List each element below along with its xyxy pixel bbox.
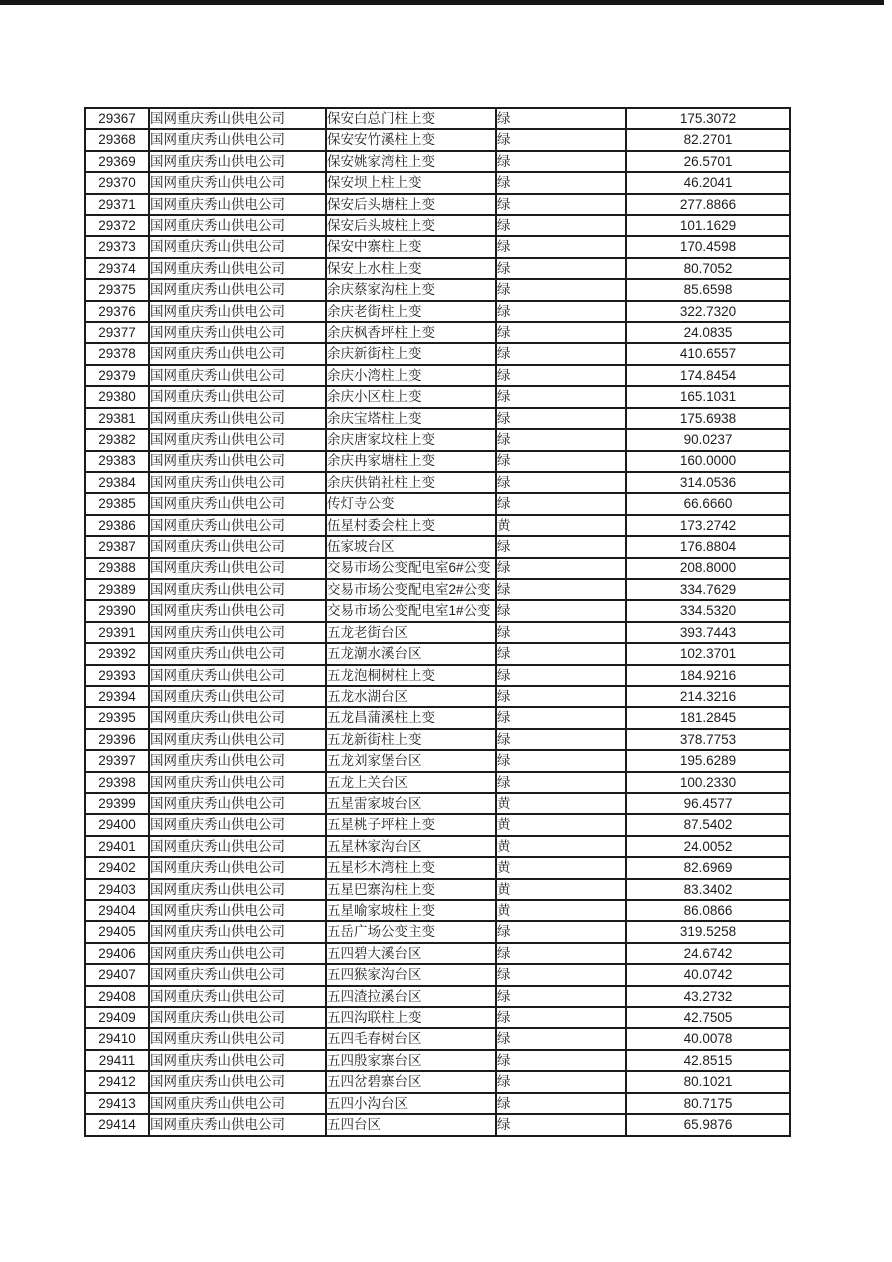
table-row — [85, 301, 790, 322]
table-row — [85, 108, 790, 129]
row-id-cell: 29403 — [85, 879, 149, 900]
station-cell: 五星杉木湾柱上变 — [326, 857, 496, 878]
table-row — [85, 172, 790, 193]
station-cell: 余庆宝塔柱上变 — [326, 408, 496, 429]
row-id-cell: 29402 — [85, 857, 149, 878]
station-cell: 五星巴寨沟柱上变 — [326, 879, 496, 900]
station-cell: 五龙昌蒲溪柱上变 — [326, 707, 496, 728]
status-cell: 绿 — [496, 386, 626, 407]
table-row — [85, 236, 790, 257]
company-cell: 国网重庆秀山供电公司 — [149, 258, 326, 279]
value-cell: 170.4598 — [626, 236, 790, 257]
company-cell: 国网重庆秀山供电公司 — [149, 429, 326, 450]
value-cell: 314.0536 — [626, 472, 790, 493]
station-cell: 余庆枫香坪柱上变 — [326, 322, 496, 343]
company-cell: 国网重庆秀山供电公司 — [149, 451, 326, 472]
row-id-cell: 29409 — [85, 1007, 149, 1028]
table-row — [85, 750, 790, 771]
table-row — [85, 665, 790, 686]
company-cell: 国网重庆秀山供电公司 — [149, 1028, 326, 1049]
row-id-cell: 29410 — [85, 1028, 149, 1049]
table-row — [85, 558, 790, 579]
company-cell: 国网重庆秀山供电公司 — [149, 729, 326, 750]
value-cell: 90.0237 — [626, 429, 790, 450]
table-row — [85, 643, 790, 664]
value-cell: 42.8515 — [626, 1050, 790, 1071]
value-cell: 80.7052 — [626, 258, 790, 279]
status-cell: 绿 — [496, 322, 626, 343]
row-id-cell: 29406 — [85, 943, 149, 964]
company-cell: 国网重庆秀山供电公司 — [149, 707, 326, 728]
station-cell: 保安姚家湾柱上变 — [326, 151, 496, 172]
status-cell: 绿 — [496, 536, 626, 557]
value-cell: 378.7753 — [626, 729, 790, 750]
value-cell: 85.6598 — [626, 279, 790, 300]
value-cell: 175.6938 — [626, 408, 790, 429]
row-id-cell: 29391 — [85, 622, 149, 643]
status-cell: 绿 — [496, 194, 626, 215]
station-cell: 五四猴家沟台区 — [326, 964, 496, 985]
status-cell: 黄 — [496, 793, 626, 814]
table-row — [85, 386, 790, 407]
station-cell: 五星林家沟台区 — [326, 836, 496, 857]
value-cell: 277.8866 — [626, 194, 790, 215]
value-cell: 24.0052 — [626, 836, 790, 857]
status-cell: 绿 — [496, 1007, 626, 1028]
table-row — [85, 1050, 790, 1071]
status-cell: 绿 — [496, 343, 626, 364]
status-cell: 绿 — [496, 1028, 626, 1049]
company-cell: 国网重庆秀山供电公司 — [149, 986, 326, 1007]
company-cell: 国网重庆秀山供电公司 — [149, 343, 326, 364]
company-cell: 国网重庆秀山供电公司 — [149, 215, 326, 236]
row-id-cell: 29370 — [85, 172, 149, 193]
station-cell: 伍家坡台区 — [326, 536, 496, 557]
station-cell: 保安后头坡柱上变 — [326, 215, 496, 236]
company-cell: 国网重庆秀山供电公司 — [149, 622, 326, 643]
row-id-cell: 29389 — [85, 579, 149, 600]
table-row — [85, 1028, 790, 1049]
company-cell: 国网重庆秀山供电公司 — [149, 301, 326, 322]
station-cell: 伍星村委会柱上变 — [326, 515, 496, 536]
station-cell: 五星雷家坡台区 — [326, 793, 496, 814]
company-cell: 国网重庆秀山供电公司 — [149, 151, 326, 172]
table-row — [85, 194, 790, 215]
status-cell: 绿 — [496, 1050, 626, 1071]
row-id-cell: 29404 — [85, 900, 149, 921]
table-row — [85, 1071, 790, 1092]
status-cell: 绿 — [496, 236, 626, 257]
row-id-cell: 29401 — [85, 836, 149, 857]
row-id-cell: 29373 — [85, 236, 149, 257]
station-cell: 五岳广场公变主变 — [326, 921, 496, 942]
row-id-cell: 29385 — [85, 493, 149, 514]
value-cell: 176.8804 — [626, 536, 790, 557]
status-cell: 黄 — [496, 857, 626, 878]
status-cell: 黄 — [496, 814, 626, 835]
table-row — [85, 472, 790, 493]
row-id-cell: 29375 — [85, 279, 149, 300]
company-cell: 国网重庆秀山供电公司 — [149, 108, 326, 129]
status-cell: 绿 — [496, 451, 626, 472]
value-cell: 322.7320 — [626, 301, 790, 322]
value-cell: 80.1021 — [626, 1071, 790, 1092]
value-cell: 174.8454 — [626, 365, 790, 386]
row-id-cell: 29392 — [85, 643, 149, 664]
station-cell: 交易市场公变配电室2#公变 — [326, 579, 496, 600]
row-id-cell: 29386 — [85, 515, 149, 536]
company-cell: 国网重庆秀山供电公司 — [149, 772, 326, 793]
status-cell: 黄 — [496, 515, 626, 536]
status-cell: 绿 — [496, 279, 626, 300]
company-cell: 国网重庆秀山供电公司 — [149, 172, 326, 193]
status-cell: 绿 — [496, 707, 626, 728]
status-cell: 绿 — [496, 1071, 626, 1092]
company-cell: 国网重庆秀山供电公司 — [149, 750, 326, 771]
value-cell: 24.0835 — [626, 322, 790, 343]
row-id-cell: 29400 — [85, 814, 149, 835]
table-row — [85, 857, 790, 878]
company-cell: 国网重庆秀山供电公司 — [149, 408, 326, 429]
station-cell: 五四殷家寨台区 — [326, 1050, 496, 1071]
company-cell: 国网重庆秀山供电公司 — [149, 493, 326, 514]
row-id-cell: 29407 — [85, 964, 149, 985]
row-id-cell: 29383 — [85, 451, 149, 472]
station-cell: 五星喻家坡柱上变 — [326, 900, 496, 921]
row-id-cell: 29394 — [85, 686, 149, 707]
value-cell: 83.3402 — [626, 879, 790, 900]
row-id-cell: 29378 — [85, 343, 149, 364]
status-cell: 绿 — [496, 964, 626, 985]
row-id-cell: 29372 — [85, 215, 149, 236]
row-id-cell: 29390 — [85, 600, 149, 621]
row-id-cell: 29381 — [85, 408, 149, 429]
company-cell: 国网重庆秀山供电公司 — [149, 964, 326, 985]
table-row — [85, 600, 790, 621]
station-cell: 余庆蔡家沟柱上变 — [326, 279, 496, 300]
company-cell: 国网重庆秀山供电公司 — [149, 386, 326, 407]
value-cell: 184.9216 — [626, 665, 790, 686]
status-cell: 绿 — [496, 108, 626, 129]
table-row — [85, 986, 790, 1007]
status-cell: 绿 — [496, 215, 626, 236]
company-cell: 国网重庆秀山供电公司 — [149, 536, 326, 557]
value-cell: 66.6660 — [626, 493, 790, 514]
company-cell: 国网重庆秀山供电公司 — [149, 793, 326, 814]
value-cell: 26.5701 — [626, 151, 790, 172]
company-cell: 国网重庆秀山供电公司 — [149, 279, 326, 300]
status-cell: 绿 — [496, 622, 626, 643]
value-cell: 208.8000 — [626, 558, 790, 579]
value-cell: 87.5402 — [626, 814, 790, 835]
company-cell: 国网重庆秀山供电公司 — [149, 1114, 326, 1136]
company-cell: 国网重庆秀山供电公司 — [149, 579, 326, 600]
company-cell: 国网重庆秀山供电公司 — [149, 943, 326, 964]
row-id-cell: 29379 — [85, 365, 149, 386]
status-cell: 黄 — [496, 879, 626, 900]
value-cell: 40.0078 — [626, 1028, 790, 1049]
station-cell: 五龙潮水溪台区 — [326, 643, 496, 664]
value-cell: 40.0742 — [626, 964, 790, 985]
row-id-cell: 29367 — [85, 108, 149, 129]
status-cell: 绿 — [496, 729, 626, 750]
value-cell: 195.6289 — [626, 750, 790, 771]
transformer-table — [84, 107, 791, 1137]
station-cell: 保安上水柱上变 — [326, 258, 496, 279]
station-cell: 保安安竹溪柱上变 — [326, 129, 496, 150]
table-row — [85, 279, 790, 300]
company-cell: 国网重庆秀山供电公司 — [149, 236, 326, 257]
company-cell: 国网重庆秀山供电公司 — [149, 558, 326, 579]
status-cell: 绿 — [496, 472, 626, 493]
value-cell: 42.7505 — [626, 1007, 790, 1028]
value-cell: 43.2732 — [626, 986, 790, 1007]
status-cell: 黄 — [496, 836, 626, 857]
table-row — [85, 836, 790, 857]
value-cell: 65.9876 — [626, 1114, 790, 1136]
value-cell: 165.1031 — [626, 386, 790, 407]
row-id-cell: 29399 — [85, 793, 149, 814]
table-row — [85, 579, 790, 600]
value-cell: 173.2742 — [626, 515, 790, 536]
station-cell: 保安后头塘柱上变 — [326, 194, 496, 215]
station-cell: 五龙老街台区 — [326, 622, 496, 643]
row-id-cell: 29371 — [85, 194, 149, 215]
table-row — [85, 343, 790, 364]
row-id-cell: 29374 — [85, 258, 149, 279]
station-cell: 五龙泡桐树柱上变 — [326, 665, 496, 686]
station-cell: 五四沟联柱上变 — [326, 1007, 496, 1028]
company-cell: 国网重庆秀山供电公司 — [149, 686, 326, 707]
company-cell: 国网重庆秀山供电公司 — [149, 1093, 326, 1114]
status-cell: 绿 — [496, 772, 626, 793]
status-cell: 绿 — [496, 750, 626, 771]
status-cell: 绿 — [496, 600, 626, 621]
station-cell: 保安白总门柱上变 — [326, 108, 496, 129]
status-cell: 绿 — [496, 408, 626, 429]
row-id-cell: 29393 — [85, 665, 149, 686]
table-row — [85, 322, 790, 343]
row-id-cell: 29411 — [85, 1050, 149, 1071]
status-cell: 绿 — [496, 558, 626, 579]
station-cell: 五龙新街柱上变 — [326, 729, 496, 750]
status-cell: 绿 — [496, 921, 626, 942]
table-row — [85, 879, 790, 900]
value-cell: 334.7629 — [626, 579, 790, 600]
station-cell: 五龙刘家堡台区 — [326, 750, 496, 771]
station-cell: 余庆新街柱上变 — [326, 343, 496, 364]
station-cell: 五星桃子坪柱上变 — [326, 814, 496, 835]
status-cell: 绿 — [496, 258, 626, 279]
status-cell: 绿 — [496, 493, 626, 514]
row-id-cell: 29368 — [85, 129, 149, 150]
status-cell: 绿 — [496, 665, 626, 686]
company-cell: 国网重庆秀山供电公司 — [149, 836, 326, 857]
company-cell: 国网重庆秀山供电公司 — [149, 472, 326, 493]
status-cell: 绿 — [496, 301, 626, 322]
status-cell: 绿 — [496, 1093, 626, 1114]
row-id-cell: 29382 — [85, 429, 149, 450]
row-id-cell: 29413 — [85, 1093, 149, 1114]
company-cell: 国网重庆秀山供电公司 — [149, 900, 326, 921]
table-row — [85, 686, 790, 707]
row-id-cell: 29398 — [85, 772, 149, 793]
table-row — [85, 365, 790, 386]
table-row — [85, 707, 790, 728]
table-row — [85, 772, 790, 793]
value-cell: 101.1629 — [626, 215, 790, 236]
company-cell: 国网重庆秀山供电公司 — [149, 814, 326, 835]
value-cell: 46.2041 — [626, 172, 790, 193]
status-cell: 绿 — [496, 579, 626, 600]
station-cell: 五四小沟台区 — [326, 1093, 496, 1114]
row-id-cell: 29380 — [85, 386, 149, 407]
company-cell: 国网重庆秀山供电公司 — [149, 1007, 326, 1028]
table-row — [85, 964, 790, 985]
value-cell: 175.3072 — [626, 108, 790, 129]
value-cell: 319.5258 — [626, 921, 790, 942]
company-cell: 国网重庆秀山供电公司 — [149, 879, 326, 900]
table-row — [85, 515, 790, 536]
table-row — [85, 151, 790, 172]
row-id-cell: 29387 — [85, 536, 149, 557]
value-cell: 102.3701 — [626, 643, 790, 664]
table-row — [85, 900, 790, 921]
company-cell: 国网重庆秀山供电公司 — [149, 643, 326, 664]
page-top-edge-bar — [0, 0, 884, 5]
value-cell: 82.6969 — [626, 857, 790, 878]
table-row — [85, 536, 790, 557]
row-id-cell: 29412 — [85, 1071, 149, 1092]
row-id-cell: 29405 — [85, 921, 149, 942]
table-row — [85, 1093, 790, 1114]
company-cell: 国网重庆秀山供电公司 — [149, 600, 326, 621]
status-cell: 绿 — [496, 365, 626, 386]
station-cell: 五四渣拉溪台区 — [326, 986, 496, 1007]
company-cell: 国网重庆秀山供电公司 — [149, 665, 326, 686]
table-row — [85, 622, 790, 643]
station-cell: 余庆供销社柱上变 — [326, 472, 496, 493]
table-row — [85, 921, 790, 942]
value-cell: 393.7443 — [626, 622, 790, 643]
table-body — [85, 108, 790, 1136]
table-row — [85, 429, 790, 450]
station-cell: 五四碧大溪台区 — [326, 943, 496, 964]
value-cell: 82.2701 — [626, 129, 790, 150]
value-cell: 181.2845 — [626, 707, 790, 728]
table-row — [85, 493, 790, 514]
company-cell: 国网重庆秀山供电公司 — [149, 194, 326, 215]
row-id-cell: 29384 — [85, 472, 149, 493]
value-cell: 96.4577 — [626, 793, 790, 814]
company-cell: 国网重庆秀山供电公司 — [149, 857, 326, 878]
status-cell: 绿 — [496, 129, 626, 150]
company-cell: 国网重庆秀山供电公司 — [149, 515, 326, 536]
company-cell: 国网重庆秀山供电公司 — [149, 1050, 326, 1071]
station-cell: 余庆小湾柱上变 — [326, 365, 496, 386]
value-cell: 160.0000 — [626, 451, 790, 472]
status-cell: 绿 — [496, 429, 626, 450]
table-row — [85, 408, 790, 429]
value-cell: 214.3216 — [626, 686, 790, 707]
company-cell: 国网重庆秀山供电公司 — [149, 1071, 326, 1092]
station-cell: 五龙水湖台区 — [326, 686, 496, 707]
company-cell: 国网重庆秀山供电公司 — [149, 921, 326, 942]
row-id-cell: 29377 — [85, 322, 149, 343]
station-cell: 五四毛春树台区 — [326, 1028, 496, 1049]
company-cell: 国网重庆秀山供电公司 — [149, 365, 326, 386]
row-id-cell: 29397 — [85, 750, 149, 771]
table-row — [85, 215, 790, 236]
station-cell: 传灯寺公变 — [326, 493, 496, 514]
table-row — [85, 451, 790, 472]
table-row — [85, 793, 790, 814]
value-cell: 80.7175 — [626, 1093, 790, 1114]
company-cell: 国网重庆秀山供电公司 — [149, 322, 326, 343]
status-cell: 绿 — [496, 943, 626, 964]
row-id-cell: 29395 — [85, 707, 149, 728]
row-id-cell: 29414 — [85, 1114, 149, 1136]
row-id-cell: 29388 — [85, 558, 149, 579]
table-row — [85, 1114, 790, 1136]
value-cell: 100.2330 — [626, 772, 790, 793]
table-row — [85, 943, 790, 964]
row-id-cell: 29408 — [85, 986, 149, 1007]
table-row — [85, 729, 790, 750]
station-cell: 保安坝上柱上变 — [326, 172, 496, 193]
station-cell: 五龙上关台区 — [326, 772, 496, 793]
value-cell: 24.6742 — [626, 943, 790, 964]
station-cell: 五四台区 — [326, 1114, 496, 1136]
station-cell: 保安中寨柱上变 — [326, 236, 496, 257]
status-cell: 绿 — [496, 151, 626, 172]
station-cell: 交易市场公变配电室6#公变 — [326, 558, 496, 579]
row-id-cell: 29369 — [85, 151, 149, 172]
station-cell: 五四岔碧寨台区 — [326, 1071, 496, 1092]
station-cell: 交易市场公变配电室1#公变 — [326, 600, 496, 621]
row-id-cell: 29376 — [85, 301, 149, 322]
status-cell: 绿 — [496, 686, 626, 707]
status-cell: 绿 — [496, 643, 626, 664]
station-cell: 余庆小区柱上变 — [326, 386, 496, 407]
row-id-cell: 29396 — [85, 729, 149, 750]
status-cell: 黄 — [496, 900, 626, 921]
station-cell: 余庆冉家塘柱上变 — [326, 451, 496, 472]
table-row — [85, 1007, 790, 1028]
station-cell: 余庆老街柱上变 — [326, 301, 496, 322]
status-cell: 绿 — [496, 986, 626, 1007]
value-cell: 334.5320 — [626, 600, 790, 621]
table-row — [85, 814, 790, 835]
status-cell: 绿 — [496, 1114, 626, 1136]
station-cell: 余庆唐家坟柱上变 — [326, 429, 496, 450]
value-cell: 410.6557 — [626, 343, 790, 364]
company-cell: 国网重庆秀山供电公司 — [149, 129, 326, 150]
table-row — [85, 258, 790, 279]
value-cell: 86.0866 — [626, 900, 790, 921]
table-row — [85, 129, 790, 150]
status-cell: 绿 — [496, 172, 626, 193]
